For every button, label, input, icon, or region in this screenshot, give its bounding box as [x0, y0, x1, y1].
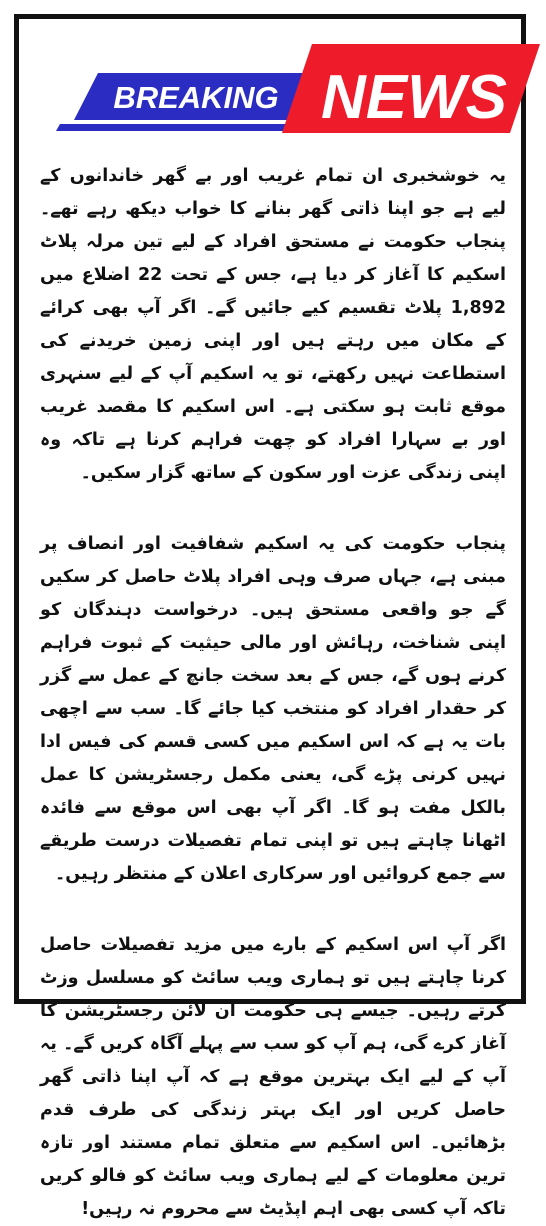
article-paragraph-2: پنجاب حکومت کی یہ اسکیم شفافیت اور انصاف پر مبنی ہے، جہاں صرف وہی افراد پلاٹ حاصل کر سکیں گے جو واقعی مستحق ہیں۔ درخواست دہندگان کو اپنی شناخت، رہائش اور مالی حیثیت کے ثبوت فراہم کرنے ہوں گے، جس کے بعد سخت جانچ کے عمل سے گزر کر حقدار افراد کو منتخب کیا جائے گا۔ سب سے اچھی بات یہ ہے کہ اس اسکیم میں کسی قسم کی فیس ادا نہیں کرنی پڑے گی، یعنی مکمل رجسٹریشن کا عمل بالکل مفت ہو گا۔ اگر آپ بھی اس موقع سے فائدہ اٹھانا چاہتے ہیں تو اپنی تمام تفصیلات درست طریقے سے جمع کروائیں اور سرکاری اعلان کے منتظر رہیں۔	[40, 534, 506, 884]
news-label: NEWS	[321, 63, 507, 132]
underline-stripe	[56, 124, 300, 131]
article-paragraph-3: اگر آپ اس اسکیم کے بارے میں مزید تفصیلات حاصل کرنا چاہتے ہیں تو ہماری ویب سائٹ کو مسلسل وزٹ کرتے رہیں۔ جیسے ہی حکومت آن لائن رجسٹریشن کا آغاز کرے گی، ہم آپ کو سب سے پہلے آگاہ کریں گے۔ یہ آپ کے لیے ایک بہترین موقع ہے کہ آپ اپنا ذاتی گھر حاصل کریں اور ایک بہتر زندگی کی طرف قدم بڑھائیں۔ اس اسکیم سے متعلق تمام مستند اور تازہ ترین معلومات کے لیے ہماری ویب سائٹ کو فالو کریں تاکہ آپ کسی بھی اہم اپڈیٹ سے محروم نہ رہیں!	[40, 935, 506, 1219]
breaking-label: BREAKING	[113, 80, 279, 115]
breaking-news-banner	[0, 0, 546, 150]
article-body	[40, 160, 506, 1226]
article-paragraph-1: یہ خوشخبری ان تمام غریب اور بے گھر خاندانوں کے لیے ہے جو اپنا ذاتی گھر بنانے کا خواب دیکھ رہے تھے۔ پنجاب حکومت نے مستحق افراد کے لیے تین مرلہ پلاٹ اسکیم کا آغاز کر دیا ہے، جس کے تحت 22 اضلاع میں 1,892 پلاٹ تقسیم کیے جائیں گے۔ اگر آپ بھی کرائے کے مکان میں رہتے ہیں اور اپنی زمین خریدنے کی استطاعت نہیں رکھتے، تو یہ اسکیم آپ کے لیے سنہری موقع ثابت ہو سکتی ہے۔ اس اسکیم کا مقصد غریب اور بے سہارا افراد کو چھت فراہم کرنا ہے تاکہ وہ اپنی زندگی عزت اور سکون کے ساتھ گزار سکیں۔	[40, 166, 506, 483]
